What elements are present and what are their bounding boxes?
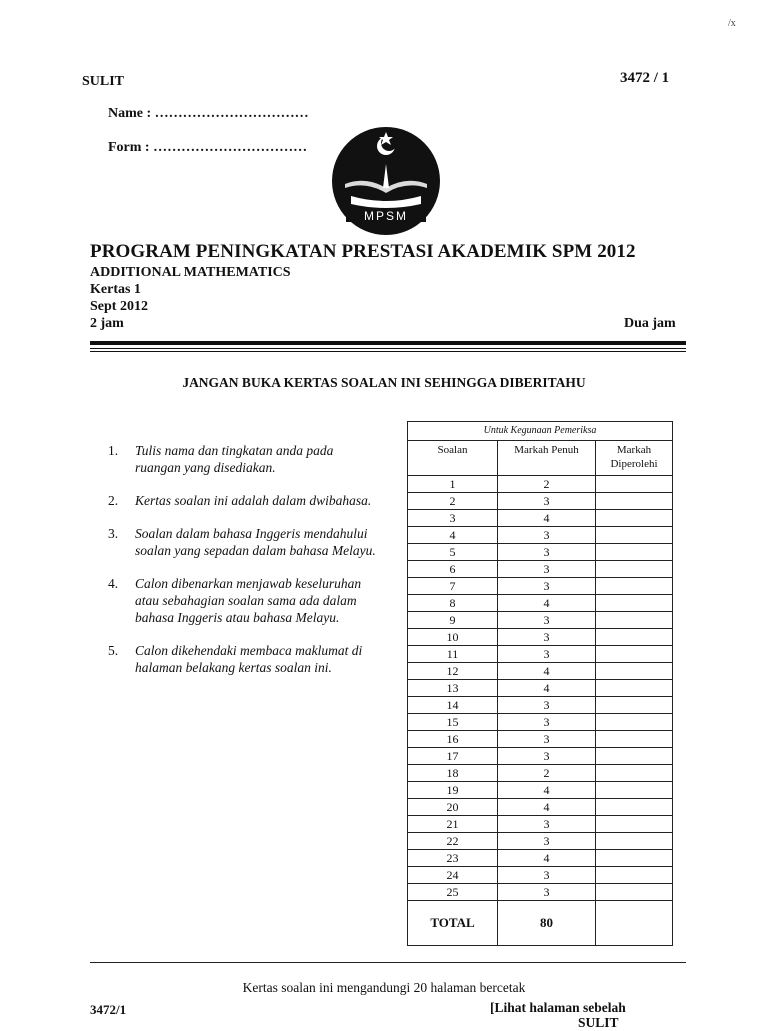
table-row [408,595,673,612]
duration-label: 2 jam [90,316,124,331]
full-marks-cell: 3 [498,697,596,714]
marks-obtained-cell [596,731,673,748]
marks-obtained-cell [596,663,673,680]
full-marks-cell: 4 [498,595,596,612]
marks-obtained-cell [596,765,673,782]
question-number-cell: 17 [408,748,498,765]
name-field: Name : …………………………… [108,106,309,121]
table-row [408,493,673,510]
table-row [408,782,673,799]
question-number-cell: 9 [408,612,498,629]
question-number-cell: 12 [408,663,498,680]
exam-title: PROGRAM PENINGKATAN PRESTASI AKADEMIK SPM 2012 [90,241,636,262]
table-row [408,748,673,765]
full-marks-cell: 3 [498,561,596,578]
full-marks-cell: 3 [498,731,596,748]
question-number-cell: 6 [408,561,498,578]
marks-obtained-cell [596,884,673,901]
total-obtained-cell [596,901,673,946]
full-marks-cell: 2 [498,476,596,493]
instruction-text: Calon dikehendaki membaca maklumat di halaman belakang kertas soalan ini. [135,643,363,675]
full-marks-cell: 3 [498,612,596,629]
question-number-cell: 4 [408,527,498,544]
question-number-cell: 24 [408,867,498,884]
full-marks-cell: 3 [498,714,596,731]
table-row [408,867,673,884]
duration-words-label: Dua jam [624,316,676,331]
question-number-cell: 21 [408,816,498,833]
instruction-text: Kertas soalan ini adalah dalam dwibahasa. [135,493,372,508]
question-number-cell: 7 [408,578,498,595]
instruction-item [108,525,378,559]
marks-obtained-cell [596,595,673,612]
table-row [408,714,673,731]
table-row [408,799,673,816]
instruction-number: 4. [108,576,119,591]
marks-obtained-cell [596,850,673,867]
footer-classification: SULIT [578,1015,619,1030]
marks-obtained-cell [596,544,673,561]
table-row [408,731,673,748]
header-marks-obtained: Markah Diperolehi [596,441,673,476]
full-marks-cell: 3 [498,816,596,833]
instruction-item [108,642,378,676]
question-number-cell: 20 [408,799,498,816]
marks-obtained-cell [596,697,673,714]
marks-obtained-cell [596,799,673,816]
question-number-cell: 8 [408,595,498,612]
question-number-cell: 2 [408,493,498,510]
question-number-cell: 14 [408,697,498,714]
marks-obtained-cell [596,680,673,697]
instruction-text: Soalan dalam bahasa Inggeris mendahului soalan yang sepadan dalam bahasa Melayu. [135,526,376,558]
table-row [408,646,673,663]
marks-obtained-cell [596,510,673,527]
full-marks-cell: 3 [498,629,596,646]
marks-obtained-cell [596,646,673,663]
full-marks-cell: 3 [498,578,596,595]
classification-label: SULIT [82,74,125,89]
marks-obtained-cell [596,782,673,799]
table-row [408,850,673,867]
full-marks-cell: 4 [498,680,596,697]
marks-obtained-cell [596,867,673,884]
table-row [408,765,673,782]
full-marks-cell: 4 [498,663,596,680]
full-marks-cell: 2 [498,765,596,782]
mark-table-body [408,422,673,946]
full-marks-cell: 3 [498,748,596,765]
page-count-note: Kertas soalan ini mengandungi 20 halaman bercetak [242,980,526,995]
full-marks-cell: 3 [498,493,596,510]
form-field: Form : …………………………… [108,140,308,155]
marks-obtained-cell [596,714,673,731]
question-number-cell: 18 [408,765,498,782]
full-marks-cell: 3 [498,646,596,663]
marks-obtained-cell [596,493,673,510]
table-header-row [408,441,673,476]
marks-obtained-cell [596,816,673,833]
instruction-number: 5. [108,643,119,658]
table-row [408,884,673,901]
header-question: Soalan [408,441,498,476]
question-number-cell: 25 [408,884,498,901]
table-row [408,527,673,544]
marks-obtained-cell [596,578,673,595]
full-marks-cell: 4 [498,782,596,799]
question-number-cell: 13 [408,680,498,697]
header-full-marks: Markah Penuh [498,441,596,476]
footer-divider [90,962,686,963]
full-marks-cell: 3 [498,544,596,561]
instructions-list [108,442,378,692]
instruction-number: 1. [108,443,119,458]
question-number-cell: 23 [408,850,498,867]
table-caption-row [408,422,673,441]
paper-label: Kertas 1 [90,282,141,297]
full-marks-cell: 4 [498,850,596,867]
marks-obtained-cell [596,748,673,765]
question-number-cell: 1 [408,476,498,493]
table-row [408,816,673,833]
question-number-cell: 5 [408,544,498,561]
question-number-cell: 19 [408,782,498,799]
logo-text: MPSM [364,209,408,223]
question-number-cell: 22 [408,833,498,850]
instruction-text: Calon dibenarkan menjawab keseluruhan atau sebahagian soalan sama ada dalam bahasa Inggeris atau bahasa Melayu. [135,576,362,625]
footer-paper-code: 3472/1 [90,1002,127,1017]
warning-notice: JANGAN BUKA KERTAS SOALAN INI SEHINGGA DIBERITAHU [182,375,586,390]
question-number-cell: 11 [408,646,498,663]
header-divider-thin [90,351,686,352]
table-caption: Untuk Kegunaan Pemeriksa [408,422,673,441]
full-marks-cell: 3 [498,527,596,544]
question-number-cell: 3 [408,510,498,527]
table-row [408,663,673,680]
total-label-cell: TOTAL [408,901,498,946]
full-marks-cell: 4 [498,799,596,816]
marks-obtained-cell [596,561,673,578]
date-label: Sept 2012 [90,299,148,314]
paper-code: 3472 / 1 [620,70,670,86]
table-row [408,629,673,646]
table-row [408,680,673,697]
subject-label: ADDITIONAL MATHEMATICS [90,265,291,280]
turn-over-note: [Lihat halaman sebelah [490,1000,626,1015]
instruction-item [108,575,378,626]
table-total-row [408,901,673,946]
question-number-cell: 15 [408,714,498,731]
table-row [408,561,673,578]
full-marks-cell: 3 [498,867,596,884]
header-divider-thick [90,341,686,345]
full-marks-cell: 3 [498,833,596,850]
table-row [408,697,673,714]
table-row [408,510,673,527]
full-marks-cell: 3 [498,884,596,901]
table-row [408,476,673,493]
marks-obtained-cell [596,527,673,544]
instruction-text: Tulis nama dan tingkatan anda pada ruangan yang disediakan. [135,443,334,475]
total-marks-cell: 80 [498,901,596,946]
instruction-number: 2. [108,493,119,508]
table-row [408,833,673,850]
corner-mark: /x [728,18,736,29]
table-row [408,578,673,595]
question-number-cell: 16 [408,731,498,748]
question-number-cell: 10 [408,629,498,646]
marks-obtained-cell [596,833,673,850]
marks-obtained-cell [596,612,673,629]
examiner-mark-table [407,421,673,946]
instruction-item [108,442,378,476]
instruction-number: 3. [108,526,119,541]
mpsm-logo [331,126,441,236]
marks-obtained-cell [596,476,673,493]
instruction-item [108,492,378,509]
header-divider-thin [90,348,686,349]
full-marks-cell: 4 [498,510,596,527]
table-row [408,544,673,561]
table-row [408,612,673,629]
marks-obtained-cell [596,629,673,646]
